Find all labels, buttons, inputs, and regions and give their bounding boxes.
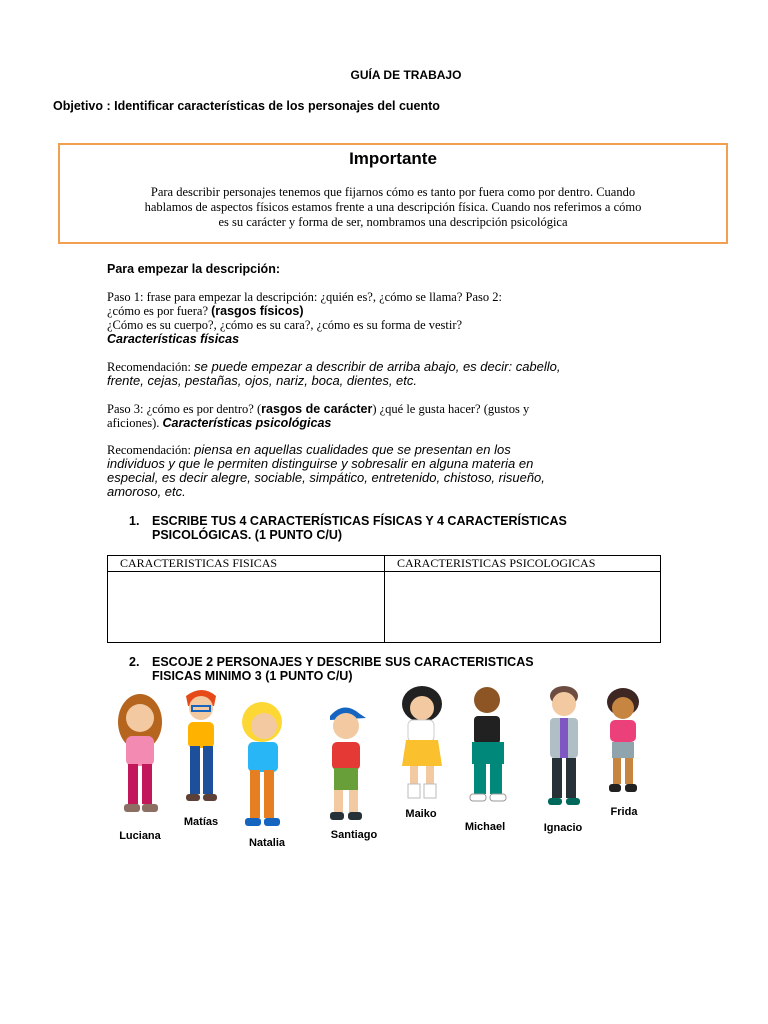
column-header-psychological: CARACTERISTICAS PSICOLOGICAS xyxy=(385,556,661,572)
character-maiko xyxy=(402,686,442,820)
rec1-line xyxy=(107,360,667,374)
column-header-physical: CARACTERISTICAS FISICAS xyxy=(108,556,385,572)
step3-bold: rasgos de carácter xyxy=(261,402,373,416)
important-text xyxy=(80,185,706,230)
character-name: Frida xyxy=(610,806,638,818)
important-line: hablamos de aspectos físicos estamos frente a una descripción física. Cuando nos referimos a cómo xyxy=(144,200,642,214)
task-2-line: FISICAS MINIMO 3 (1 PUNTO C/U) xyxy=(152,669,353,683)
page-title: GUÍA DE TRABAJO xyxy=(350,68,462,82)
important-line: es su carácter y forma de ser, nombramos una descripción psicológica xyxy=(218,215,568,229)
character-santiago xyxy=(330,707,378,841)
characteristics-table xyxy=(107,555,661,643)
physical-label: Características físicas xyxy=(107,332,240,346)
important-box xyxy=(58,143,728,244)
step1-text: ¿cómo es por fuera? xyxy=(107,304,212,318)
character-michael xyxy=(465,687,506,833)
task-1-text xyxy=(152,514,672,542)
task-2-text xyxy=(152,655,672,683)
task-2-number: 2. xyxy=(129,655,140,669)
step1-bold: (rasgos físicos) xyxy=(211,304,304,318)
rec2-line: especial, es decir alegre, sociable, simpático, entretenido, chistoso, risueño, xyxy=(107,470,545,485)
important-title: Importante xyxy=(349,149,437,168)
rec1-line: frente, cejas, pestañas, ojos, nariz, boca, dientes, etc. xyxy=(107,373,418,388)
rec1-label: Recomendación: xyxy=(107,360,195,374)
recommendation-2 xyxy=(107,443,667,499)
task-1-line: ESCRIBE TUS 4 CARACTERÍSTICAS FÍSICAS Y 4 CARACTERÍSTICAS xyxy=(152,514,567,528)
character-luciana xyxy=(118,694,162,842)
character-name: Ignacio xyxy=(543,822,583,834)
character-name: Natalia xyxy=(248,837,286,849)
rec2-line: amoroso, etc. xyxy=(107,484,186,499)
psych-label: Características psicológicas xyxy=(162,416,332,430)
task-1 xyxy=(129,514,669,544)
character-name: Michael xyxy=(464,821,506,833)
objective-text: Objetivo : Identificar características de los personajes del cuento xyxy=(53,99,440,113)
psychological-answer-cell[interactable] xyxy=(385,572,661,643)
important-line: Para describir personajes tenemos que fijarnos cómo es tanto por fuera como por dentro. Cuando xyxy=(150,185,636,199)
characters-illustration xyxy=(104,684,664,854)
rec1-text: se puede empezar a describir de arriba abajo, es decir: cabello, xyxy=(194,359,561,374)
character-frida xyxy=(607,688,639,818)
step3-line xyxy=(107,402,667,416)
physical-answer-cell[interactable] xyxy=(108,572,385,643)
intro-heading: Para empezar la descripción: xyxy=(107,262,280,276)
task-1-number: 1. xyxy=(129,514,140,528)
step1-line: ¿Cómo es su cuerpo?, ¿cómo es su cara?, ¿cómo es su forma de vestir? xyxy=(107,318,463,332)
character-natalia xyxy=(242,702,286,849)
step3-line xyxy=(107,416,667,430)
character-name: Luciana xyxy=(119,830,161,842)
recommendation-1 xyxy=(107,360,667,388)
character-matias xyxy=(184,690,218,828)
step1-line: Paso 1: frase para empezar la descripción: ¿quién es?, ¿cómo se llama? Paso 2: xyxy=(107,290,502,304)
step1-paragraph xyxy=(107,290,667,346)
rec2-text: piensa en aquellas cualidades que se presentan en los xyxy=(194,442,511,457)
task-2-line: ESCOJE 2 PERSONAJES Y DESCRIBE SUS CARACTERISTICAS xyxy=(152,655,534,669)
table-row xyxy=(108,572,661,643)
rec2-label: Recomendación: xyxy=(107,443,195,457)
rec2-line xyxy=(107,443,667,457)
step3-text: aficiones). xyxy=(107,416,163,430)
character-name: Santiago xyxy=(330,829,378,841)
step3-text: Paso 3: ¿cómo es por dentro? ( xyxy=(107,402,262,416)
character-name: Matías xyxy=(183,816,219,828)
step3-paragraph xyxy=(107,402,667,430)
step1-line xyxy=(107,304,667,318)
character-ignacio xyxy=(544,686,583,834)
task-2 xyxy=(129,655,669,685)
step3-text: ) ¿qué le gusta hacer? (gustos y xyxy=(372,402,530,416)
rec2-line: individuos y que le permiten distinguirse y sobresalir en alguna materia en xyxy=(107,456,534,471)
table-header-row xyxy=(108,556,661,572)
task-1-line: PSICOLÓGICAS. (1 PUNTO C/U) xyxy=(152,528,343,542)
character-name: Maiko xyxy=(405,808,437,820)
